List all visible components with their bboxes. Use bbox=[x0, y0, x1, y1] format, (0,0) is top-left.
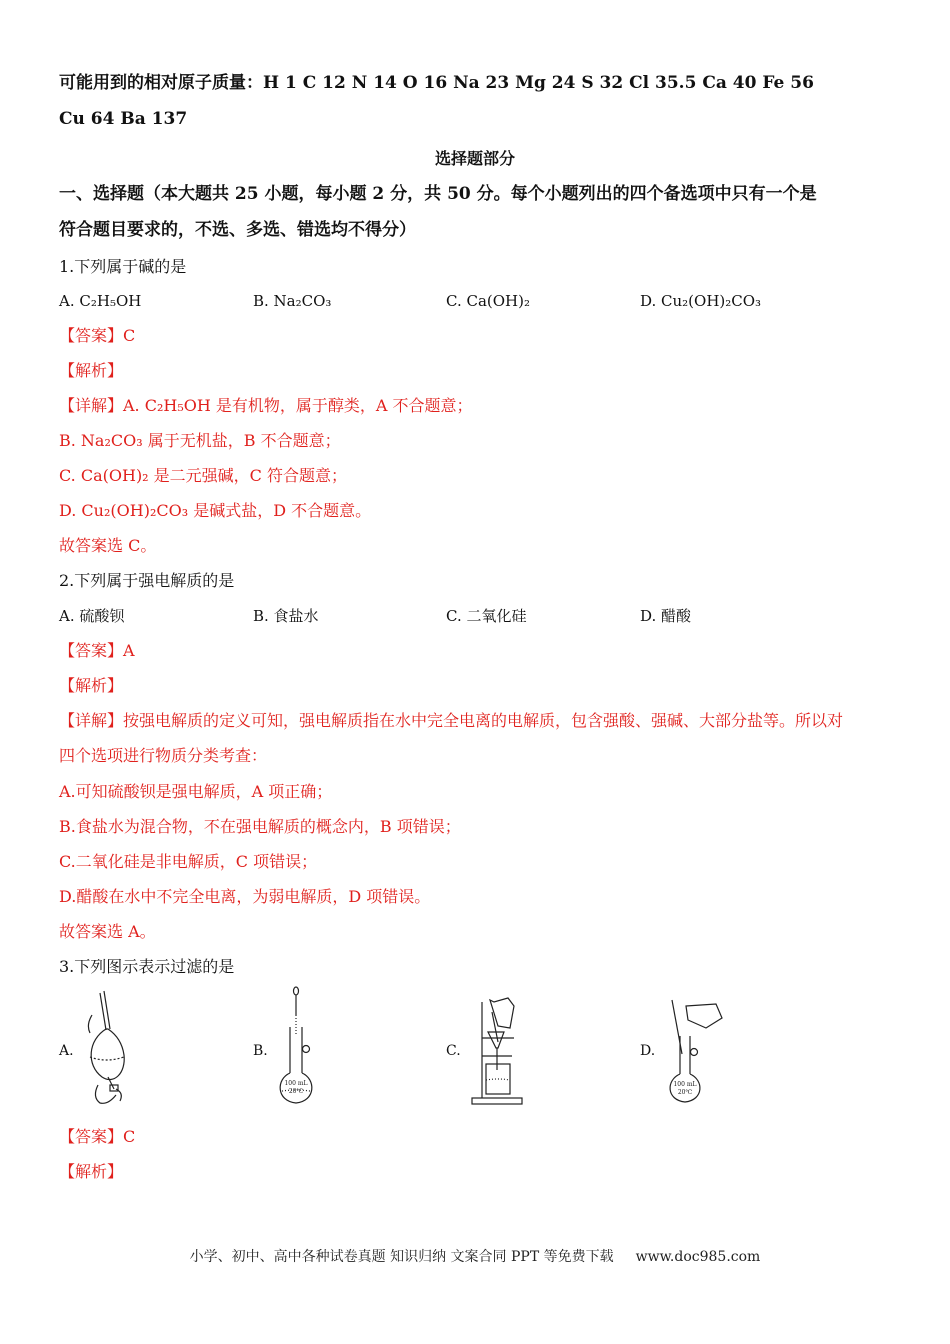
q2-detail-2: 四个选项进行物质分类考查： bbox=[59, 746, 268, 765]
q1-option-c: C. Ca(OH)₂ bbox=[446, 292, 530, 310]
section-title: 选择题部分 bbox=[434, 149, 515, 168]
q3-label-c: C. bbox=[446, 1043, 461, 1059]
page-footer bbox=[0, 1246, 950, 1266]
filtration-setup-figure bbox=[468, 996, 530, 1108]
q2-option-b: B. 食盐水 bbox=[253, 607, 319, 625]
atomic-masses-line1: 可能用到的相对原子质量：H 1 C 12 N 14 O 16 Na 23 Mg 24 S 32 Cl 35.5 Ca 40 Fe 56 bbox=[59, 73, 814, 93]
q1-detail-5: 故答案选 C。 bbox=[59, 536, 157, 555]
q1-answer: 【答案】C bbox=[59, 326, 136, 345]
q1-detail-4: D. Cu₂(OH)₂CO₃ 是碱式盐，D 不合题意。 bbox=[59, 501, 372, 520]
q1-detail-3: C. Ca(OH)₂ 是二元强碱，C 符合题意； bbox=[59, 466, 348, 485]
q2-option-c: C. 二氧化硅 bbox=[446, 607, 527, 625]
q1-detail-2: B. Na₂CO₃ 属于无机盐，B 不合题意； bbox=[59, 431, 341, 450]
atomic-masses-line2: Cu 64 Ba 137 bbox=[59, 109, 188, 129]
flask-b-temperature: 20℃ bbox=[288, 1088, 304, 1095]
q1-option-d: D. Cu₂(OH)₂CO₃ bbox=[640, 292, 762, 310]
q1-detail-1: 【详解】A. C₂H₅OH 是有机物，属于醇类，A 不合题意； bbox=[59, 396, 473, 415]
q2-option-a: A. 硫酸钡 bbox=[59, 607, 125, 625]
q1-option-b: B. Na₂CO₃ bbox=[253, 292, 332, 310]
q3-label-b: B. bbox=[253, 1043, 268, 1059]
q2-detail-6: D.醋酸在水中不完全电离，为弱电解质，D 项错误。 bbox=[59, 887, 431, 906]
q3-stem: 3.下列图示表示过滤的是 bbox=[59, 957, 235, 976]
q1-analysis: 【解析】 bbox=[59, 361, 124, 380]
volumetric-flask-transfer-figure bbox=[664, 996, 728, 1108]
q1-stem: 1.下列属于碱的是 bbox=[59, 257, 187, 276]
footer-description: 小学、初中、高中各种试卷真题 知识归纳 文案合同 PPT 等免费下载 bbox=[189, 1249, 614, 1265]
flask-b-capacity: 100 mL bbox=[284, 1080, 308, 1087]
q3-answer: 【答案】C bbox=[59, 1127, 136, 1146]
q2-analysis: 【解析】 bbox=[59, 676, 124, 695]
q2-detail-1: 【详解】按强电解质的定义可知，强电解质指在水中完全电离的电解质，包含强酸、强碱、大部分盐等。所以对 bbox=[59, 711, 844, 730]
q2-detail-4: B.食盐水为混合物，不在强电解质的概念内，B 项错误； bbox=[59, 817, 461, 836]
q2-stem: 2.下列属于强电解质的是 bbox=[59, 571, 235, 590]
q2-detail-5: C.二氧化硅是非电解质，C 项错误； bbox=[59, 852, 318, 871]
q3-label-d: D. bbox=[640, 1043, 656, 1059]
footer-website[interactable]: www.doc985.com bbox=[635, 1249, 761, 1265]
q2-detail-3: A.可知硫酸钡是强电解质，A 项正确； bbox=[59, 782, 333, 801]
q1-option-a: A. C₂H₅OH bbox=[59, 292, 142, 310]
volumetric-flask-dropper-figure bbox=[272, 985, 322, 1110]
q2-option-d: D. 醋酸 bbox=[640, 607, 692, 625]
flask-d-temperature: 20℃ bbox=[677, 1089, 693, 1096]
q2-detail-7: 故答案选 A。 bbox=[59, 922, 156, 941]
instructions-line2: 符合题目要求的，不选、多选、错选均不得分） bbox=[59, 220, 416, 240]
q3-label-a: A. bbox=[59, 1043, 74, 1059]
q2-answer: 【答案】A bbox=[59, 641, 135, 660]
flask-d-capacity: 100 mL bbox=[673, 1081, 697, 1088]
instructions-line1: 一、选择题（本大题共 25 小题，每小题 2 分，共 50 分。每个小题列出的四个备选项中只有一个是 bbox=[59, 184, 817, 204]
separatory-funnel-figure bbox=[78, 985, 138, 1110]
q3-analysis: 【解析】 bbox=[59, 1162, 124, 1181]
